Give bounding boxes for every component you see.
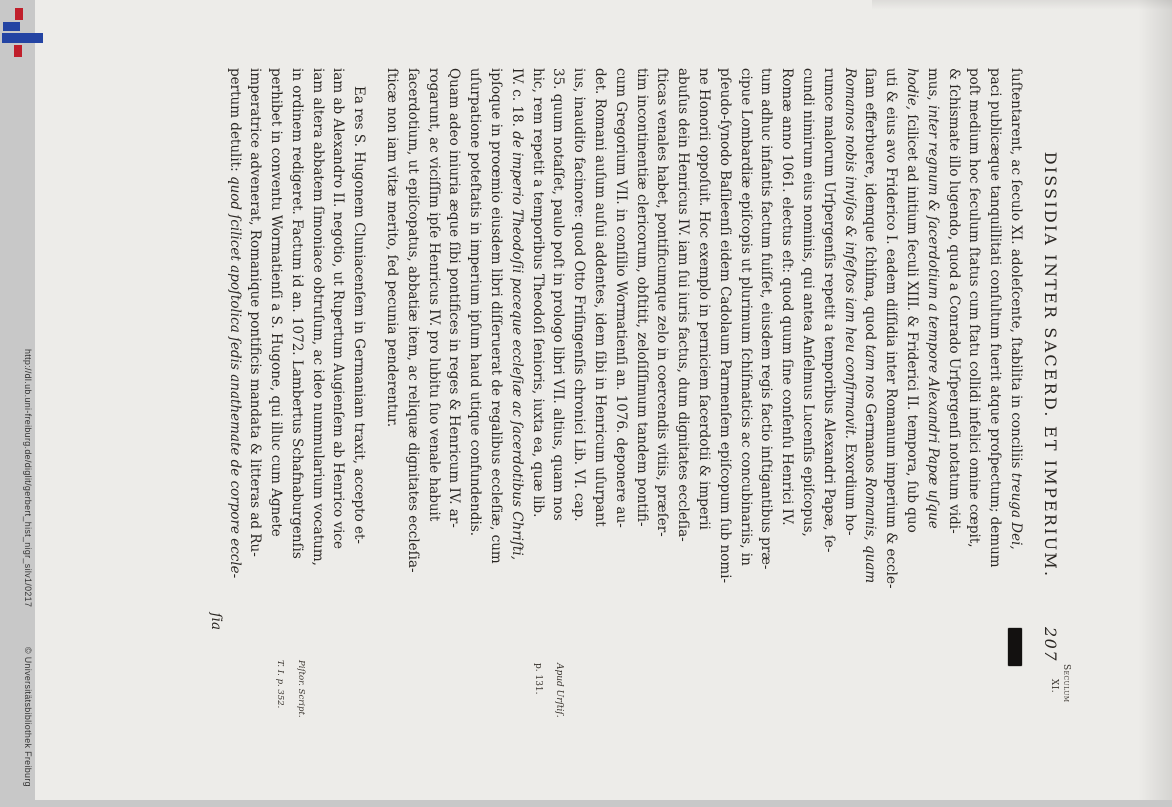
italic-run: tam nos — [862, 344, 879, 399]
text-line — [735, 68, 756, 662]
text-run: IV. c. 18. — [508, 68, 525, 132]
catchword: ſia — [208, 612, 224, 630]
text-line — [224, 68, 245, 662]
text-run: ſacerdotium, ut epiſcopatus, abbatiæ item, ac reliquæ dignitates eccleſia- — [404, 68, 421, 573]
ub-freiburg-logo — [0, 0, 50, 60]
text-line — [756, 68, 777, 662]
paragraph — [381, 68, 1026, 662]
italic-run: quod ſcilicet apoſtolica ſedis anathemate de corpore eccle- — [226, 175, 243, 579]
text-line — [880, 68, 901, 662]
text-run: iam ab Alexandro II. negotio, ut Rupertum Augienſem ab Henrico vice — [330, 68, 347, 549]
text-run: ſticæ non iam vitæ merito, ſed pecunia penderentur. — [384, 68, 401, 428]
text-run: abuſus dein Henricus IV. iam ſui iuris factus, dum dignitates eccleſia- — [675, 68, 692, 542]
text-run: & ſchismate illo lugendo, quod a Conrado Urſpergenſi notatum vidi- — [945, 68, 962, 534]
text-run: poſt medium hoc ſeculum ſtatus cum ſtatu collidi infelici omine cœpit, — [966, 68, 983, 548]
text-run: Romæ anno 1061. electus eſt: quod quum ſine conſenſu Henrici IV. — [779, 68, 796, 526]
margin-note-seculum-line1: Seculum — [1061, 664, 1071, 703]
text-line — [307, 68, 328, 662]
text-run: perhibet in conventu Wormatienſi a S. Hugone, qui illuc cum Agnete — [268, 68, 285, 537]
text-line — [672, 68, 693, 662]
text-line — [610, 68, 631, 662]
text-line — [964, 68, 985, 662]
paragraph — [224, 68, 370, 662]
text-run: uti & eius avo Friderico I. eadem diſſidia inter Romanum imperium & eccle- — [883, 68, 900, 589]
text-run: cundi nimirum eius nominis, qui antea Anſelmus Lucenſis epiſcopus, — [800, 68, 817, 537]
text-line — [423, 68, 444, 662]
text-line — [265, 68, 286, 662]
text-run: Quam adeo iniuria æque ſibi pontifices in reges & Henricum IV. ar- — [446, 68, 463, 528]
text-run: in ordinem redigeret. Factum id an. 1072. Lambertus Schafnaburgenſis — [288, 68, 305, 559]
text-run: ſcilicet ad initium ſeculi XIII. & Friderici II. tempora, ſub quo — [904, 110, 921, 533]
text-run: paci publicæque tanquillitati conſultum fuerit atque proſpectum; demum — [987, 68, 1004, 568]
text-line — [381, 68, 402, 662]
text-line — [818, 68, 839, 662]
text-line — [714, 68, 735, 662]
text-run: ſuſtentarent, ac ſeculo XI. adoleſcente, ſtabilita in conciliis — [1008, 68, 1024, 473]
text-run: ſiam efferbuere, idemque ſchiſma, quod — [862, 68, 879, 345]
book-page — [35, 0, 1172, 800]
margin-note-seculum — [1048, 664, 1072, 734]
text-run: tim incontinentiæ clericorum, obſtitit, zeloſiſſimum tandem pontifi- — [633, 68, 650, 527]
text-line — [349, 68, 370, 662]
text-line — [839, 68, 860, 662]
text-line — [984, 68, 1005, 662]
text-line — [776, 68, 797, 662]
italic-run: inter regnum & ſacerdotium a tempore Alexandri Papæ uſque — [924, 105, 941, 529]
text-run: imperatrice advenerat, Romanique pontificis mandata & litteras ad Ru- — [247, 68, 264, 557]
italic-run: treuga Dei, — [1008, 472, 1024, 550]
text-run: pertum detulit: — [226, 68, 243, 176]
italic-run: hodie, — [904, 68, 921, 111]
body-text — [224, 68, 1026, 662]
text-run: iam altera abbatem ſimoniace obtruſum, ac ideo nummularium vocatum, — [309, 68, 326, 566]
text-line — [568, 68, 589, 662]
text-line — [589, 68, 610, 662]
text-line — [328, 68, 349, 662]
text-line — [444, 68, 465, 662]
text-run: uſurpatione poteſtatis in imperium ipſum haud utique confundendis. — [467, 68, 484, 537]
text-run: rogarunt, ac viciſſim ipſe Henricus IV. pro lubitu ſuo venale habuit — [425, 68, 442, 522]
text-run: Germanos — [862, 398, 879, 478]
text-run: Ea res S. Hugonem Cluniacenſem in Germaniam traxit, accepto et- — [351, 86, 368, 544]
text-run: rumce malorum Urſpergenſis repetit a temporibus Alexandri Papæ, ſe- — [820, 68, 837, 553]
text-line — [245, 68, 266, 662]
text-line — [506, 68, 527, 662]
running-head — [1038, 68, 1060, 662]
text-line — [286, 68, 307, 662]
logo-red-block-bottom — [14, 45, 22, 57]
logo-red-block-top — [15, 8, 23, 20]
italic-run: Romanis, quam — [862, 477, 879, 584]
text-run: mus, — [924, 68, 941, 106]
text-line — [527, 68, 548, 662]
text-run: ne Honorii oppoſuit. Hoc exemplo in perniciem ſacerdotii & imperii — [696, 68, 713, 530]
page-number: 207 — [1041, 626, 1060, 662]
margin-note-page-ref: p. 131. — [533, 663, 543, 695]
logo-blue-bar-short — [3, 22, 20, 31]
copyright-watermark: © Universitätsbibliothek Freiburg — [23, 647, 33, 787]
text-line — [402, 68, 423, 662]
text-line — [631, 68, 652, 662]
url-watermark: http://dl.ub.uni-freiburg.de/diglit/gerbert_hist_nigr_silv1/0217 — [23, 349, 33, 608]
text-line — [943, 68, 964, 662]
text-line — [485, 68, 506, 662]
text-run: cipue Lombardiæ epiſcopis ut plurimum ſchiſmaticis ac concubinariis, in — [737, 68, 754, 566]
text-run: 35. quum notaſſet, paulo poſt in prologo libri VII. altius, quam nos — [550, 68, 567, 521]
text-line — [464, 68, 485, 662]
margin-note-seculum-line2: XI. — [1049, 678, 1059, 694]
text-line — [922, 68, 943, 662]
text-run: ipſoque in proœmio eiusdem libri diſſeruerat de regalibus eccleſiæ, cum — [488, 68, 505, 564]
text-run: hic, rem repetit a temporibus Theodoſi ſenioris, iuxta ea, quæ lib. — [529, 68, 546, 518]
text-run: det. Romani auſum auſui addentes, idem ſibi in Henricum uſurpant — [592, 68, 609, 527]
text-line — [693, 68, 714, 662]
text-run: Exordium ho- — [841, 439, 858, 536]
text-line — [548, 68, 569, 662]
margin-note-apud: Apud Urſtiſ. — [554, 663, 564, 718]
text-line — [797, 68, 818, 662]
running-head-title: DISSIDIA INTER SACERD. ET IMPERIUM. — [1041, 151, 1060, 579]
text-line — [860, 68, 881, 662]
margin-note-pistor: Piſtor. Script. — [296, 660, 306, 718]
text-run: cum Gregorium VII. in conſilio Wormatienſi an. 1076. deponere au- — [612, 68, 629, 528]
text-run: pſeudo-ſynodo Baſileenſi eidem Cadolaum Parmenſem epiſcopum ſub nomi- — [716, 68, 733, 584]
text-run: tum adhuc infantis factum fuiſſet, eiusdem regis factio inſtigantibus præ- — [758, 68, 775, 570]
margin-note-tome-ref: T. I. p. 352. — [275, 660, 285, 709]
text-line — [1005, 68, 1026, 662]
text-line — [652, 68, 673, 662]
italic-run: Romanos nobis inviſos & infeſtos iam heu confirmavit. — [841, 68, 858, 440]
logo-blue-bar-long — [2, 33, 43, 43]
italic-run: de imperio Theodoſii paceque eccleſiæ ac ſacerdotibus Chriſti, — [508, 131, 525, 561]
text-run: ius, inaudito facinore: quod Otto Friſingenſis chronici Lib. VI. cap. — [571, 68, 588, 522]
text-run: ſticas venales habet, pontificumque zelo in coercendis vitiis, præſer- — [654, 68, 671, 537]
text-line — [901, 68, 922, 662]
